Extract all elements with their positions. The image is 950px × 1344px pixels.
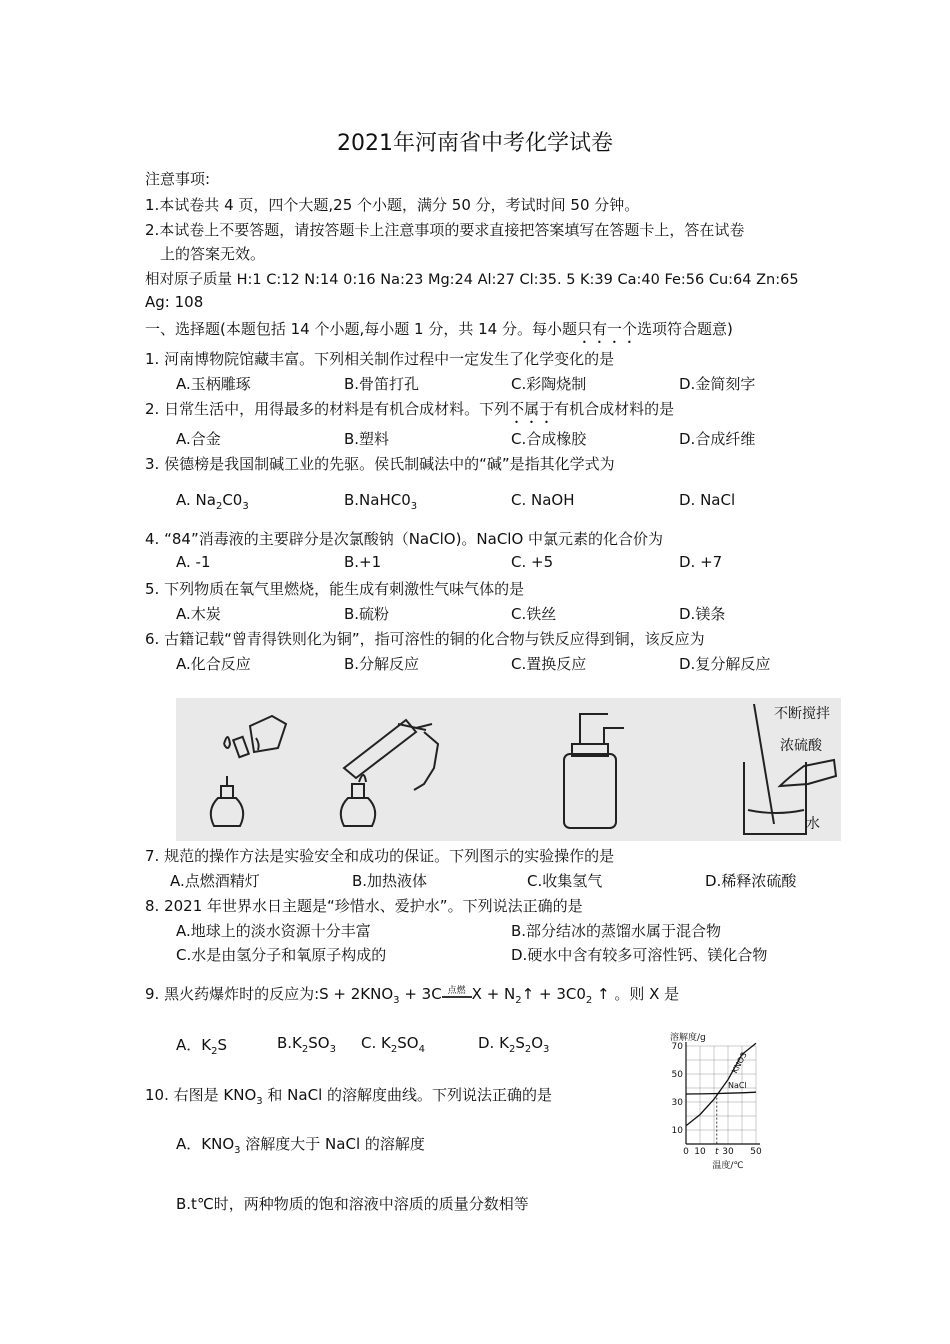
q2-option-d: D.合成纤维	[679, 430, 756, 448]
x-tick-label: 50	[750, 1147, 762, 1157]
question-1-stem: 1. 河南博物院馆藏丰富。下列相关制作过程中一定发生了化学变化的是	[145, 350, 615, 368]
q9-option-a: A．$K_2S$	[176, 1036, 228, 1057]
question-10-stem: 10. 右图是 $KNO_3$ 和 NaCl 的溶解度曲线。下列说法正确的是	[145, 1086, 553, 1107]
x-tick-label: 30	[722, 1147, 734, 1157]
q3-option-d: D. NaCl	[679, 491, 736, 509]
series-label-nacl: NaCl	[728, 1081, 747, 1090]
q9-option-c: C. $K_2SO_4$	[361, 1034, 425, 1055]
q5-option-d: D.镁条	[679, 605, 726, 623]
q10-option-b: B.t℃时，两种物质的饱和溶液中溶质的质量分数相等	[176, 1195, 529, 1213]
q1-option-c: C.彩陶烧制	[511, 375, 587, 393]
notes-heading: 注意事项:	[145, 170, 211, 188]
x-tick-label: 0	[683, 1147, 689, 1157]
question-3-stem: 3. 侯德榜是我国制碱工业的先驱。侯氏制碱法中的“碱”是指其化学式为	[145, 455, 615, 473]
q8-option-c: C.水是由氢分子和氧原子构成的	[176, 946, 387, 964]
q1-option-d: D.金简刻字	[679, 375, 756, 393]
q3-option-c: C. NaOH	[511, 491, 575, 509]
label-water: 水	[806, 816, 820, 832]
question-2-stem: 2. 日常生活中，用得最多的材料是有机合成材料。下列不属于有机合成材料的是	[145, 400, 675, 418]
atomic-mass-line-2: Ag: 108	[145, 293, 204, 311]
q4-option-c: C. +5	[511, 553, 554, 571]
q9-option-b: $B.K_2SO_3$	[277, 1034, 336, 1055]
y-tick-label: 30	[671, 1098, 683, 1108]
note-1: 1.本试卷共 4 页，四个大题,25 个小题，满分 50 分，考试时间 50 分钟。	[145, 196, 640, 214]
label-acid: 浓硫酸	[780, 738, 822, 754]
q5-option-c: C.铁丝	[511, 605, 557, 623]
q4-option-b: B.+1	[344, 553, 382, 571]
q6-option-c: C.置换反应	[511, 655, 587, 673]
page-title: 2021年河南省中考化学试卷	[337, 131, 613, 156]
q10-option-a: A．$KNO_3$ 溶解度大于 NaCl 的溶解度	[176, 1135, 425, 1156]
question-9-stem: 9. 黑火药爆炸时的反应为:S + $2KNO_3 + 3C$ 点燃 $X + N_2↑ + 3C0_2$ ↑ 。则 X 是	[145, 985, 680, 1006]
q8-option-b: B.部分结冰的蒸馏水属于混合物	[511, 922, 722, 940]
q8-option-a: A.地球上的淡水资源十分丰富	[176, 922, 371, 940]
series-label-kno3: KNO3	[730, 1050, 749, 1075]
q6-option-a: A.化合反应	[176, 655, 251, 673]
q4-option-a: A. -1	[176, 553, 211, 571]
q2-option-c: C.合成橡胶	[511, 430, 587, 448]
q9-option-d: D. $K_2S_2O_3$	[478, 1034, 550, 1055]
x-tick-label: 10	[694, 1147, 706, 1157]
reaction-condition: 点燃	[442, 983, 472, 998]
q1-option-a: A.玉柄雕琢	[176, 375, 251, 393]
q5-option-b: B.硫粉	[344, 605, 390, 623]
q6-option-b: B.分解反应	[344, 655, 420, 673]
question-5-stem: 5. 下列物质在氧气里燃烧，能生成有刺激性气味气体的是	[145, 580, 525, 598]
lab-apparatus-drawing	[176, 698, 841, 841]
section-heading: 一、选择题(本题包括 14 个小题,每小题 1 分，共 14 分。每小题只有一个选项符合题意)	[145, 320, 733, 338]
q7-option-b: B.加热液体	[352, 872, 428, 890]
q7-option-c: C.收集氢气	[527, 872, 603, 890]
q4-option-d: D. +7	[679, 553, 723, 571]
label-stir: 不断搅拌	[774, 706, 830, 722]
emphasis-text: 只有一个	[576, 320, 637, 338]
x-tick-label: t	[715, 1147, 719, 1157]
question-4-stem: 4. “84”消毒液的主要辟分是次氯酸钠（NaClO)。NaClO 中氯元素的化合价为	[145, 530, 664, 548]
q2-option-a: A.合金	[176, 430, 221, 448]
y-axis-title: 溶解度/g	[670, 1033, 706, 1043]
q1-option-b: B.骨笛打孔	[344, 375, 420, 393]
note-2a: 2.本试卷上不要答题，请按答题卡上注意事项的要求直接把答案填写在答题卡上，答在试卷	[145, 221, 745, 239]
q6-option-d: D.复分解反应	[679, 655, 771, 673]
emphasis-text: 不属于	[509, 400, 555, 418]
series-line-nacl	[686, 1092, 756, 1094]
note-2b: 上的答案无效。	[160, 245, 266, 263]
solubility-chart-svg	[668, 1032, 778, 1172]
q8-option-d: D.硬水中含有较多可溶性钙、镁化合物	[511, 946, 768, 964]
question-7-stem: 7. 规范的操作方法是实验安全和成功的保证。下列图示的实验操作的是	[145, 847, 615, 865]
q3-option-a: A. $Na_2C0_3$	[176, 491, 249, 512]
x-axis-title: 温度/℃	[712, 1161, 744, 1171]
solubility-chart	[668, 1032, 778, 1172]
y-tick-label: 70	[671, 1042, 683, 1052]
y-tick-label: 50	[671, 1070, 683, 1080]
question-8-stem: 8. 2021 年世界水日主题是“珍惜水、爱护水”。下列说法正确的是	[145, 897, 583, 915]
question-6-stem: 6. 古籍记载“曾青得铁则化为铜”，指可溶性的铜的化合物与铁反应得到铜，该反应为	[145, 630, 705, 648]
q3-option-b: $B.NaHC0_3$	[344, 491, 418, 512]
q7-option-d: D.稀释浓硫酸	[705, 872, 797, 890]
atomic-mass-line: 相对原子质量 H:1 C:12 N:14 0:16 Na:23 Mg:24 Al:27 Cl:35. 5 K:39 Ca:40 Fe:56 Cu:64 Zn:65	[145, 272, 799, 288]
q2-option-b: B.塑料	[344, 430, 390, 448]
lab-operations-figure	[176, 698, 841, 841]
q7-option-a: A.点燃酒精灯	[170, 872, 260, 890]
y-tick-label: 10	[671, 1126, 683, 1136]
q5-option-a: A.木炭	[176, 605, 221, 623]
